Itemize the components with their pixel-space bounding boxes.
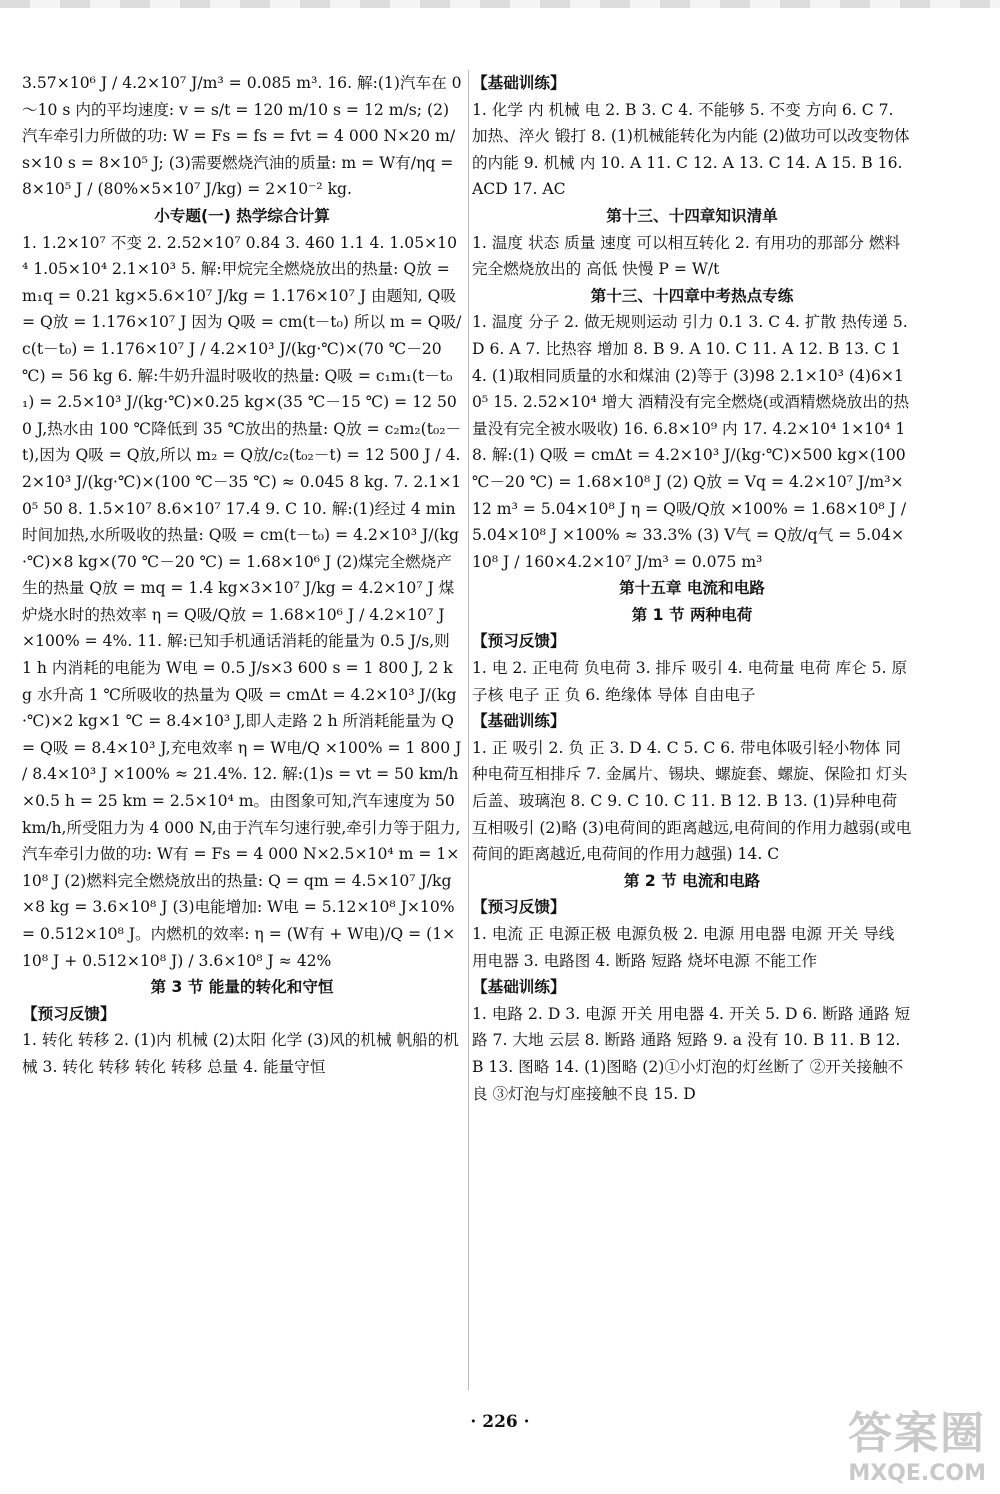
right-column	[472, 70, 912, 1107]
section-tag: 【基础训练】	[472, 712, 566, 731]
answer-text: 1. 转化 转移 2. (1)内 机械 (2)太阳 化学 (3)风的机械 帆船的机械 3. 转化 转移 转化 转移 总量 4. 能量守恒	[22, 1031, 459, 1076]
section-heading: 第十三、十四章知识清单	[606, 206, 778, 225]
answer-text: 1. 电流 正 电源正极 电源负极 2. 电源 用电器 电源 开关 导线 用电器 3. 电路图 4. 断路 短路 烧坏电源 不能工作	[472, 925, 895, 970]
answer-text: 3.57×10⁶ J / 4.2×10⁷ J/m³ = 0.085 m³. 16. 解:(1)汽车在 0～10 s 内的平均速度: v = s/t = 120 m/10 s = 12 m/s; (2)汽车牵引力所做的功: W = Fs = fs = fvt = 4 000 N×20 m/s×10 s = 8×10⁵ J; (3)需要燃烧汽油的质量: m = W有/ηq = 8×10⁵ J / (80%×5×10⁷ J/kg) = 2×10⁻² kg.	[22, 74, 462, 199]
answer-text: 1. 1.2×10⁷ 不变 2. 2.52×10⁷ 0.84 3. 460 1.1 4. 1.05×10⁴ 1.05×10⁴ 2.1×10³ 5. 解:甲烷完全燃烧放出的热量: Q放 = m₁q = 0.21 kg×5.6×10⁷ J/kg = 1.176×10⁷ J 由题知, Q吸 = Q放 = 1.176×10⁷ J 因为 Q吸 = cm(t－t₀) 所以 m = Q吸/c(t－t₀) = 1.176×10⁷ J / 4.2×10³ J/(kg·℃)×(70 ℃－20 ℃) = 56 kg 6. 解:牛奶升温时吸收的热量: Q吸 = c₁m₁(t－t₀₁) = 2.5×10³ J/(kg·℃)×0.25 kg×(35 ℃－15 ℃) = 12 500 J,热水由 100 ℃降低到 35 ℃放出的热量: Q放 = c₂m₂(t₀₂－t),因为 Q吸 = Q放,所以 m₂ = Q放/c₂(t₀₂－t) = 12 500 J / 4.2×10³ J/(kg·℃)×(100 ℃－35 ℃) ≈ 0.045 8 kg. 7. 2.1×10⁵ 50 8. 1.5×10⁷ 8.6×10⁷ 17.4 9. C 10. 解:(1)经过 4 min 时间加热,水所吸收的热量: Q吸 = cm(t－t₀) = 4.2×10³ J/(kg·℃)×8 kg×(70 ℃－20 ℃) = 1.68×10⁶ J (2)煤完全燃烧产生的热量 Q放 = mq = 1.4 kg×3×10⁷ J/kg = 4.2×10⁷ J 煤炉烧水时的热效率 η = Q吸/Q放 = 1.68×10⁶ J / 4.2×10⁷ J ×100% = 4%. 11. 解:已知手机通话消耗的能量为 0.5 J/s,则 1 h 内消耗的电能为 W电 = 0.5 J/s×3 600 s = 1 800 J, 2 kg 水升高 1 ℃所吸收的热量为 Q吸 = cmΔt = 4.2×10³ J/(kg·℃)×2 kg×1 ℃ = 8.4×10³ J,即人走路 2 h 所消耗能量为 Q = Q吸 = 8.4×10³ J,充电效率 η = W电/Q ×100% = 1 800 J / 8.4×10³ J ×100% ≈ 21.4%. 12. 解:(1)s = vt = 50 km/h×0.5 h = 25 km = 2.5×10⁴ m。由图象可知,汽车速度为 50 km/h,所受阻力为 4 000 N,由于汽车匀速行驶,牵引力等于阻力,汽车牵引力做的功: W有 = Fs = 4 000 N×2.5×10⁴ m = 1×10⁸ J (2)燃料完全燃烧放出的热量: Q = qm = 4.5×10⁷ J/kg×8 kg = 3.6×10⁸ J (3)电能增加: W电 = 5.12×10⁸ J×10% = 0.512×10⁸ J。内燃机的效率: η = (W有 + W电)/Q = (1×10⁸ J + 0.512×10⁸ J) / 3.6×10⁸ J ≈ 42%	[22, 233, 462, 970]
answer-text: 1. 电路 2. D 3. 电源 开关 用电器 4. 开关 5. D 6. 断路 通路 短路 7. 大地 云层 8. 断路 通路 短路 9. a 没有 10. B 11. B 12. B 13. 图略 14. (1)图略 (2)①小灯泡的灯丝断了 ②开关接触不良 ③灯泡与灯座接触不良 15. D	[472, 1004, 911, 1103]
section-tag: 【基础训练】	[472, 74, 566, 92]
answer-text: 1. 电 2. 正电荷 负电荷 3. 排斥 吸引 4. 电荷量 电荷 库仑 5. 原子核 电子 正 负 6. 绝缘体 导体 自由电子	[472, 659, 908, 704]
section-tag: 【基础训练】	[472, 978, 566, 997]
answer-text: 1. 温度 分子 2. 做无规则运动 引力 0.1 3. C 4. 扩散 热传递 5. D 6. A 7. 比热容 增加 8. B 9. A 10. C 11. A 12. B 13. C 14. (1)取相同质量的水和煤油 (2)等于 (3)98 2.1×10³ (4)6×10⁵ 15. 2.52×10⁴ 增大 酒精没有完全燃烧(或酒精燃烧放出的热量没有完全被水吸收) 16. 6.8×10⁹ 内 17. 4.2×10⁴ 1×10⁴ 18. 解:(1) Q吸 = cmΔt = 4.2×10³ J/(kg·℃)×500 kg×(100 ℃－20 ℃) = 1.68×10⁸ J (2) Q放 = Vq = 4.2×10⁷ J/m³×12 m³ = 5.04×10⁸ J η = Q吸/Q放 ×100% = 1.68×10⁸ J / 5.04×10⁸ J ×100% ≈ 33.3% (3) V气 = Q放/q气 = 5.04×10⁸ J / 160×4.2×10⁷ J/m³ = 0.075 m³	[472, 313, 910, 571]
watermark-logo	[848, 1397, 986, 1486]
section-heading: 第十五章 电流和电路	[619, 579, 765, 598]
answer-text: 1. 温度 状态 质量 速度 可以相互转化 2. 有用功的那部分 燃料完全燃烧放出的 高低 快慢 P = W/t	[472, 233, 901, 279]
section-tag: 【预习反馈】	[472, 632, 566, 651]
section-heading: 第 3 节 能量的转化和守恒	[150, 978, 334, 997]
section-heading: 第 1 节 两种电荷	[631, 605, 753, 624]
left-column	[22, 70, 462, 1081]
section-heading: 第 2 节 电流和电路	[623, 871, 761, 890]
section-tag: 【预习反馈】	[472, 898, 566, 917]
top-rule	[0, 0, 1000, 8]
page-number: · 226 ·	[470, 1412, 530, 1432]
answer-text: 1. 正 吸引 2. 负 正 3. D 4. C 5. C 6. 带电体吸引轻小物体 同种电荷互相排斥 7. 金属片、锡块、螺旋套、螺旋、保险扣 灯头后盖、玻璃泡 8. C 9. C 10. C 11. B 12. B 13. (1)异种电荷互相吸引 (2)略 (3)电荷间的距离越远,电荷间的作用力越弱(或电荷间的距离越近,电荷间的作用力越强) 14. C	[472, 738, 912, 864]
watermark-title: 答案圈	[848, 1408, 986, 1459]
section-heading: 第十三、十四章中考热点专练	[590, 286, 794, 305]
column-divider	[468, 70, 469, 1390]
answer-text: 1. 化学 内 机械 电 2. B 3. C 4. 不能够 5. 不变 方向 6. C 7. 加热、淬火 锻打 8. (1)机械能转化为内能 (2)做功可以改变物体的内能 9. 机械 内 10. A 11. C 12. A 13. C 14. A 15. B 16. ACD 17. AC	[472, 100, 910, 199]
section-heading: 小专题(一) 热学综合计算	[154, 206, 330, 225]
watermark-url: MXQE.COM	[848, 1461, 986, 1486]
section-tag: 【预习反馈】	[22, 1004, 116, 1023]
